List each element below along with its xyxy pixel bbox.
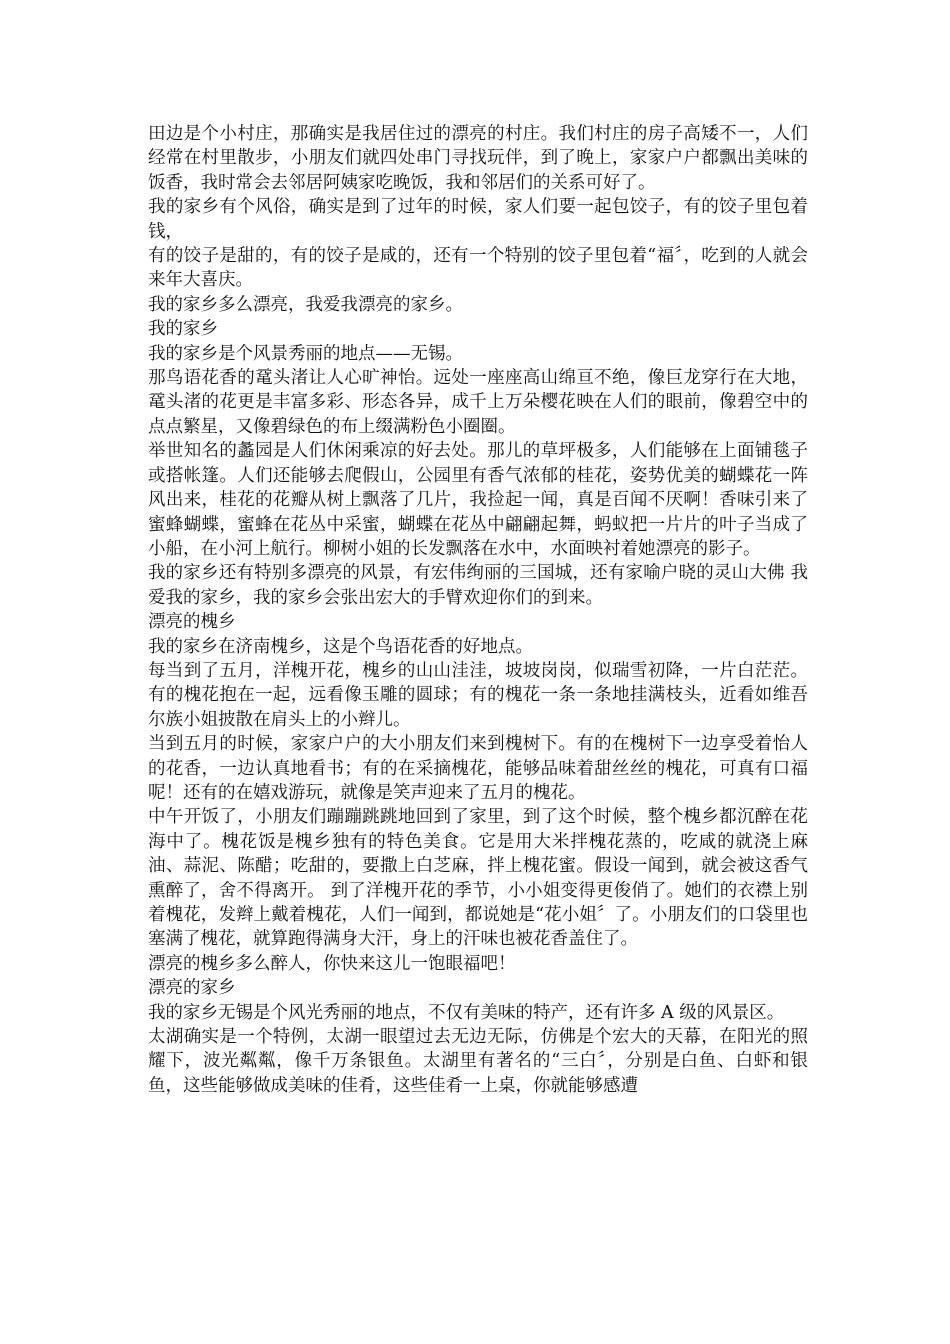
paragraph-huai-flower-rice: 中午开饭了，小朋友们蹦蹦跳跳地回到了家里，到了这个时候，整个槐乡都沉醉在花海中了。槐花饭是槐乡独有的特色美食。它是用大米拌槐花蒸的，吃咸的就浇上麻油、蒜泥、陈醋；吃甜的，要撒上白芝麻，拌上槐花蜜。假设一闻到，就会被这香气熏醉了，舍不得离开。 到了洋槐开花的季节，小小姐变得更俊俏了。她们的衣襟上别着槐花，发辫上戴着槐花，人们一闻到，都说她是“花小姐〞了。小朋友们的口袋里也塞满了槐花，就算跑得满身大汗，身上的汗味也被花香盖住了。 [148,807,808,950]
paragraph-village: 田边是个小村庄，那确实是我居住过的漂亮的村庄。我们村庄的房子高矮不一，人们经常在村里散步，小朋友们就四处串门寻找玩伴，到了晚上，家家户户都飘出美味的饭香，我时常会去邻居阿姨家吃晚饭，我和邻居们的关系可好了。 [148,124,808,193]
paragraph-liyuan: 举世知名的蠡园是人们休闲乘凉的好去处。那儿的草坪极多，人们能够在上面铺毯子或搭帐篷。人们还能够去爬假山，公园里有香气浓郁的桂花，姿势优美的蝴蝶花一阵风出来，桂花的花瓣从树上飘落了几片，我捡起一闻，真是百闻不厌啊！香味引来了蜜蜂蝴蝶，蜜蜂在花丛中采蜜，蝴蝶在花丛中翩翩起舞，蚂蚁把一片片的叶子当成了小船，在小河上航行。柳树小姐的长发飘落在水中，水面映衬着她漂亮的影子。 [148,441,808,559]
essay-title-huai-village: 漂亮的槐乡 [148,612,236,633]
paragraph-scenery: 我的家乡还有特别多漂亮的风景，有宏伟绚丽的三国城，还有家喻户晓的灵山大佛 我爱我的家乡，我的家乡会张出宏大的手臂欢迎你们的到来。 [148,563,808,608]
essay-title-my-hometown: 我的家乡 [148,319,218,340]
paragraph-wuxi-intro: 我的家乡是个风景秀丽的地点——无锡。 [148,343,463,364]
paragraph-wuxi-scenic: 我的家乡无锡是个风光秀丽的地点，不仅有美味的特产，还有许多 A 级的风景区。 [148,1002,785,1023]
essay-title-beautiful-hometown: 漂亮的家乡 [148,978,236,999]
paragraph-children-under-trees: 当到五月的时候，家家户户的大小朋友们来到槐树下。有的在槐树下一边享受着怡人的花香，一边认真地看书；有的在采摘槐花，能够品味着甜丝丝的槐花，可真有口福呢！还有的在嬉戏游玩，就像是笑声迎来了五月的槐花。 [148,734,808,803]
paragraph-may-blossoms: 每当到了五月，洋槐开花，槐乡的山山洼洼，坡坡岗岗，似瑞雪初降，一片白茫茫。有的槐花抱在一起，远看像玉雕的圆球；有的槐花一条一条地挂满枝头，近看如维吾尔族小姐披散在肩头上的小辫儿。 [148,660,808,730]
paragraph-invitation: 漂亮的槐乡多么醉人，你快来这儿一饱眼福吧！ [148,953,516,974]
document-body [148,122,808,1098]
paragraph-dumplings-fortune: 有的饺子是甜的，有的饺子是咸的，还有一个特别的饺子里包着“福〞，吃到的人就会来年大喜庆。 [148,246,808,291]
paragraph-yuantouzhu: 那鸟语花香的鼋头渚让人心旷神怡。远处一座座高山绵亘不绝，像巨龙穿行在大地，鼋头渚的花更是丰富多彩、形态各异，成千上万朵樱花映在人们的眼前，像碧空中的点点繁星，又像碧绿色的布上缀满粉色小圈圈。 [148,368,808,437]
paragraph-love-hometown: 我的家乡多么漂亮，我爱我漂亮的家乡。 [148,294,463,315]
paragraph-custom-dumplings: 我的家乡有个风俗，确实是到了过年的时候，家人们要一起包饺子，有的饺子里包着钱， [148,197,808,242]
paragraph-jinan-intro: 我的家乡在济南槐乡，这是个鸟语花香的好地点。 [148,636,533,657]
paragraph-taihu: 太湖确实是一个特例，太湖一眼望过去无边无际，仿佛是个宏大的天幕，在阳光的照耀下，波光粼粼，像千万条银鱼。太湖里有著名的“三白〞，分别是白鱼、白虾和银鱼，这些能够做成美味的佳肴，这些佳肴一上桌，你就能够感遭 [148,1027,808,1096]
